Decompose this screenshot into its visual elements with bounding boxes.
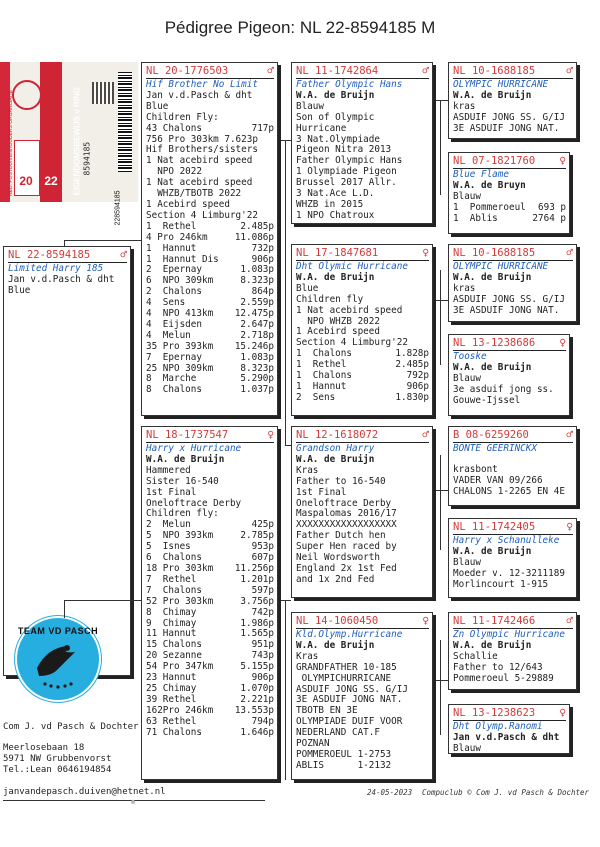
subject-owner: Jan v.d.Pasch & dht: [8, 273, 115, 285]
result-points: 12.475p: [234, 308, 274, 320]
footer-credit: Compuclub © Com J. vd Pasch & Dochter: [422, 788, 590, 797]
result-points: 693 p: [538, 201, 566, 213]
text-line: 1 Olympiade Pigeon: [296, 166, 397, 178]
text-line: 1 Nat acebird speed: [296, 304, 403, 316]
breeder-contact: [3, 722, 141, 776]
result-points: 1.830p: [395, 391, 429, 403]
text-line: kras: [453, 282, 476, 294]
result-row: [146, 353, 274, 364]
certificate-barcode-number: 228594185: [114, 190, 122, 226]
contact-name: Com J. vd Pasch & Dochter: [3, 722, 139, 732]
paternal-grandfather-lines: [296, 102, 429, 222]
text-line: OLYMPICHURRICANE: [296, 672, 392, 684]
male-icon: ♂: [566, 428, 573, 441]
male-icon: ♂: [566, 246, 573, 259]
result-race: 1 Hannut: [296, 380, 347, 392]
result-line: POMMEROEUL 1-2753: [296, 748, 392, 760]
text-line: XXXXXXXXXXXXXXXXXX: [296, 519, 397, 531]
result-race: 2 Chalons: [146, 286, 202, 298]
connector: [64, 240, 141, 241]
mother-owner: W.A. de Bruijn: [146, 453, 225, 465]
result-points: 743p: [251, 650, 274, 662]
ggp-mfm-card: NL 11-1742405 ♀ Harry x Schanulleke W.A. de Bruijn Blauw Moeder v. 12-3211189 Morlincourt 1-915: [448, 518, 577, 598]
team-vd-pasch-logo: [17, 618, 99, 700]
result-race: 2 Sens: [296, 391, 336, 403]
result-points: 8.323p: [240, 275, 274, 287]
result-row: [146, 717, 274, 728]
text-line: ASDUIF JONG SS. G/IJ: [453, 293, 565, 305]
result-points: 1.037p: [240, 384, 274, 396]
connector: [440, 640, 441, 735]
result-points: 792p: [406, 370, 429, 382]
connector: [64, 600, 65, 618]
text-line: Children fly: [296, 293, 364, 305]
page-title: Pédigree Pigeon: NL 22-8594185 M: [164, 18, 436, 37]
paternal-grandmother-name: Dht Olymic Hurricane: [296, 261, 408, 272]
result-race: 1 Chalons: [296, 348, 352, 360]
text-line: Blauw: [453, 190, 481, 202]
mother-results: [146, 520, 274, 738]
male-icon: ♂: [267, 64, 274, 77]
result-points: 5.290p: [240, 373, 274, 385]
result-points: 1.083p: [240, 351, 274, 363]
result-points: 3.756p: [240, 595, 274, 607]
subject-ring: NL 22-8594185: [8, 249, 91, 261]
certificate-ring-text: EIGENDOMSBEWIJS v RING: [72, 87, 82, 196]
text-line: kras: [453, 100, 476, 112]
text-line: Brussel 2017 Allr.: [296, 177, 397, 189]
text-line: 3e asduif jong ss.: [453, 383, 554, 395]
text-line: Hif Brothers/sisters: [146, 144, 258, 156]
result-row: [453, 203, 566, 214]
result-points: 15.246p: [234, 340, 274, 352]
scan-dot: [131, 800, 135, 804]
mother-lines: [146, 466, 274, 521]
result-race: 1 Pommeroeul: [453, 201, 526, 213]
result-points: 2.485p: [240, 220, 274, 232]
text-line: Hurricane: [296, 122, 347, 134]
result-race: 1 Ablis: [453, 212, 498, 224]
result-race: 63 Rethel: [146, 715, 197, 727]
text-line: Maspalomas 2016/17: [296, 508, 397, 520]
text-line: Blauw: [296, 100, 324, 112]
text-line: Children fly:: [146, 508, 219, 520]
text-line: Blue: [146, 100, 169, 112]
result-points: 732p: [251, 242, 274, 254]
result-race: 8 Chimay: [146, 606, 197, 618]
father-owner: Jan v.d.Pasch & dht: [146, 89, 253, 101]
result-points: 951p: [251, 639, 274, 651]
result-points: 597p: [251, 584, 274, 596]
text-line: Father Olympic Hans: [296, 155, 403, 167]
result-race: 1 Rethel: [146, 220, 197, 232]
result-row: [146, 728, 274, 739]
paternal-grandfather-card: NL 11-1742864 ♂ Father Olympic Hans W.A. de Bruijn Blauw Son of Olympic Hurricane 3 Nat.Olympiade Pigeon Nitra 2013 Father Olympic Hans 1 Olympiade Pigeon Brussel 2017 Allr. 3 Nat.Ace L.D. WHZB in 2015 1 NPO Chatroux: [291, 62, 433, 224]
result-points: 953p: [251, 541, 274, 553]
result-race: 20 Sezanne: [146, 650, 202, 662]
mother-card: [141, 426, 278, 780]
result-race: 35 Pro 393km: [146, 340, 214, 352]
subject-color: Blue: [8, 284, 31, 296]
maternal-grandfather-card: NL 12-1618072 ♂ Grandson Harry W.A. de Bruijn Kras Father to 16-540 1st Final Oneloftrace Derby Maspalomas 2016/17 XXXXXXXXXXXXXXXXXX Father Dutch hen Super Hen raced by Neil Wordsworth England 2x 1st Fed and 1x 2nd Fed: [291, 426, 433, 598]
result-race: 71 Chalons: [146, 726, 202, 738]
maternal-grandfather-lines: [296, 466, 429, 586]
father-results2: [146, 222, 274, 397]
result-race: 7 Epernay: [146, 351, 202, 363]
female-icon: ♀: [559, 154, 566, 167]
result-points: 1.083p: [240, 264, 274, 276]
father-results1: [146, 124, 274, 146]
result-row: [146, 385, 274, 396]
mother-ring: NL 18-1737547: [146, 429, 229, 441]
text-line: England 2x 1st Fed: [296, 562, 397, 574]
text-line: 1 Acebird speed: [146, 198, 230, 210]
ggp-fmm-card: NL 13-1238686 ♀ Tooske W.A. de Bruijn Blauw 3e asduif jong ss. Gouwe-Ijssel: [448, 334, 570, 416]
text-line: CHALONS 1-2265 EN 4E: [453, 485, 565, 497]
ring-certificate-image: [0, 62, 138, 226]
father-card: [141, 62, 278, 416]
text-line: Blauw: [453, 742, 481, 754]
mother-name: Harry x Hurricane: [146, 443, 242, 454]
father-lines: [146, 102, 274, 124]
result-race: 7 Chalons: [146, 584, 202, 596]
text-line: Neil Wordsworth: [296, 552, 380, 564]
maternal-grandmother-card: NL 14-1060450 ♀ Kld.Olymp.Hurricane W.A. de Bruijn Kras GRANDFATHER 10-185 OLYMPICHURRICANE ASDUIF JONG SS. G/IJ 3E ASDUIF JONG NAT. TBOTB EN 3E OLYMPIADE DUIF VOOR NEDERLAND CAT.F POZNAN POMMEROEUL 1-2753 ABLIS 1-2132: [291, 612, 433, 780]
male-icon: ♂: [120, 248, 127, 261]
text-line: Children Fly:: [146, 111, 219, 123]
certificate-year-b: 22: [44, 174, 58, 188]
result-row: [296, 393, 429, 404]
ggp-mff-card: B 08-6259260 ♂ BONTE GEERINCKX krasbont VADER VAN 09/266 CHALONS 1-2265 EN 4E: [448, 426, 577, 506]
result-points: 717p: [251, 122, 274, 134]
text-line: Pigeon Nitra 2013: [296, 144, 392, 156]
result-race: 5 Isnes: [146, 541, 191, 553]
result-race: 162Pro 246km: [146, 704, 214, 716]
text-line: ASDUIF JONG SS. G/IJ: [296, 683, 408, 695]
text-line: Moeder v. 12-3211189: [453, 567, 565, 579]
female-icon: ♀: [559, 706, 566, 719]
father-lines2: [146, 145, 274, 221]
text-line: VADER VAN 09/266: [453, 474, 543, 486]
result-points: 906p: [251, 253, 274, 265]
result-points: 607p: [251, 552, 274, 564]
text-line: ASDUIF JONG SS. G/IJ: [453, 111, 565, 123]
connector: [285, 600, 286, 780]
result-row: [146, 233, 274, 244]
result-row: [146, 597, 274, 608]
result-points: 2.485p: [395, 359, 429, 371]
result-row: [146, 244, 274, 255]
female-icon: ♀: [422, 614, 429, 627]
result-points: 5.155p: [240, 661, 274, 673]
female-icon: ♀: [267, 428, 274, 441]
text-line: 1st Final: [146, 486, 197, 498]
result-race: 2 Melun: [146, 519, 191, 531]
certificate-org-text: NED. POSTDUIVENHOUDERS ORGANISATIE: [8, 89, 14, 196]
text-line: OLYMPIADE DUIF VOOR: [296, 716, 403, 728]
ggp-fmf-card: NL 10-1688185 ♂ OLYMPIC HURRICANE W.A. de Bruijn kras ASDUIF JONG SS. G/IJ 3E ASDUIF JONG NAT.: [448, 244, 577, 322]
result-points: 864p: [251, 286, 274, 298]
result-race: 6 NPO 309km: [146, 275, 214, 287]
father-ring: NL 20-1776503: [146, 65, 229, 77]
female-icon: ♀: [566, 520, 573, 533]
footer-date: 24-05-2023: [367, 788, 413, 797]
male-icon: ♂: [566, 64, 573, 77]
result-points: 906p: [251, 672, 274, 684]
result-race: 18 Pro 303km: [146, 562, 214, 574]
male-icon: ♂: [422, 64, 429, 77]
text-line: Gouwe-Ijssel: [453, 394, 521, 406]
father-name: Hif Brother No Limit: [146, 79, 258, 90]
result-race: 25 Chimay: [146, 682, 197, 694]
result-points: 11.256p: [234, 562, 274, 574]
text-line: Oneloftrace Derby: [146, 497, 242, 509]
text-line: 3E ASDUIF JONG NAT.: [453, 304, 560, 316]
paternal-grandmother-lines: [296, 284, 429, 349]
result-points: 425p: [251, 519, 274, 531]
maternal-grandmother-results: [296, 750, 429, 772]
result-points: 2.221p: [240, 693, 274, 705]
logo-text: TEAM VD PASCH: [17, 626, 99, 636]
text-line: POZNAN: [296, 738, 330, 750]
text-line: Section 4 Limburg'22: [146, 209, 258, 221]
result-race: 2 Epernay: [146, 264, 202, 276]
result-race: 8 Marche: [146, 373, 197, 385]
contact-email[interactable]: janvandepasch.duiven@hetnet.nl: [3, 787, 166, 797]
text-line: 1st Final: [296, 486, 347, 498]
text-line: Morlincourt 1-915: [453, 578, 549, 590]
certificate-logo-icon: [12, 80, 42, 110]
text-line: 1 Nat acebird speed: [146, 177, 253, 189]
result-points: 2764 p: [532, 212, 566, 224]
result-race: 25 NPO 309km: [146, 362, 214, 374]
result-race: 1 Hannut Dis: [146, 253, 219, 265]
female-icon: ♀: [422, 246, 429, 259]
text-line: NPO WHZB 2022: [296, 315, 380, 327]
text-line: Schallie: [453, 650, 498, 662]
ggp-ffm-card: NL 07-1821760 ♀ Blue Flame W.A. de Bruyn Blauw 1 Pommeroeul 693 p 1 Ablis 2764 p: [448, 152, 570, 234]
result-points: 1.070p: [240, 682, 274, 694]
subject-name: Limited Harry 185: [8, 263, 104, 274]
text-line: Kras: [296, 464, 319, 476]
result-points: 8.323p: [240, 362, 274, 374]
text-line: Sister 16-540: [146, 475, 219, 487]
ggp-fff-card: NL 10-1688185 ♂ OLYMPIC HURRICANE W.A. de Bruijn kras ASDUIF JONG SS. G/IJ 3E ASDUIF JONG NAT.: [448, 62, 577, 139]
text-line: 1 Nat acebird speed: [146, 155, 253, 167]
maternal-grandmother-lines: [296, 652, 429, 750]
result-race: 9 Chimay: [146, 617, 197, 629]
ggp-mmm-card: NL 13-1238623 ♀ Dht Olymp.Ranomi Jan v.d.Pasch & dht Blauw: [448, 704, 570, 754]
result-race: 756 Pro 303km 7.623p: [146, 133, 258, 145]
result-row: [453, 214, 566, 225]
text-line: 3 Nat.Ace L.D.: [296, 188, 375, 200]
certificate-number: 8594185: [82, 141, 92, 176]
result-race: 39 Rethel: [146, 693, 197, 705]
result-points: 906p: [406, 380, 429, 392]
contact-phone: Tel.:Lean 0646194854: [3, 765, 112, 775]
result-race: 4 Pro 246km: [146, 231, 208, 243]
result-line: ABLIS 1-2132: [296, 759, 392, 771]
connector: [64, 600, 141, 601]
result-points: 2.718p: [240, 329, 274, 341]
result-points: 13.553p: [234, 704, 274, 716]
male-icon: ♂: [422, 428, 429, 441]
result-race: 43 Chalons: [146, 122, 202, 134]
connector: [440, 270, 441, 365]
certificate-year-a: 20: [19, 174, 33, 188]
result-points: 1.646p: [240, 726, 274, 738]
text-line: Kras: [296, 650, 319, 662]
result-race: 6 Chalons: [146, 552, 202, 564]
text-line: Super Hen raced by: [296, 541, 397, 553]
connector: [440, 100, 441, 195]
text-line: 1 NPO Chatroux: [296, 209, 375, 221]
text-line: Father to 12/643: [453, 661, 543, 673]
result-race: 4 Sens: [146, 297, 186, 309]
result-race: 8 Chalons: [146, 384, 202, 396]
text-line: Blue: [296, 282, 319, 294]
paternal-grandfather-name: Father Olympic Hans: [296, 79, 403, 90]
result-race: 4 NPO 413km: [146, 308, 214, 320]
text-line: TBOTB EN 3E: [296, 705, 358, 717]
text-line: 3E ASDUIF JONG NAT.: [453, 122, 560, 134]
female-icon: ♀: [559, 336, 566, 349]
result-race: 1 Chalons: [296, 370, 352, 382]
text-line: GRANDFATHER 10-185: [296, 661, 397, 673]
text-line: Father Dutch hen: [296, 530, 386, 542]
subject-pigeon-card: [3, 246, 131, 676]
maternal-grandfather-name: Grandson Harry: [296, 443, 375, 454]
paternal-grandmother-results: [296, 349, 429, 404]
result-points: 742p: [251, 606, 274, 618]
result-race: 11 Hannut: [146, 628, 197, 640]
contact-address2: 5971 NW Grubbenvorst: [3, 754, 112, 764]
text-line: NEDERLAND CAT.F: [296, 727, 380, 739]
result-row: [146, 608, 274, 619]
text-line: WHZB/TBOTB 2022: [146, 188, 242, 200]
text-line: krasbont: [453, 463, 498, 475]
text-line: Father to 16-540: [296, 475, 386, 487]
maternal-grandmother-name: Kld.Olymp.Hurricane: [296, 629, 403, 640]
result-points: 1.828p: [395, 348, 429, 360]
result-race: 4 Eijsden: [146, 318, 202, 330]
text-line: Pommeroeul 5-29889: [453, 672, 554, 684]
text-line: 3 Nat.Olympiade: [296, 133, 380, 145]
result-race: 1 Hannut: [146, 242, 197, 254]
text-line: NPO 2022: [146, 166, 202, 178]
male-icon: ♂: [566, 614, 573, 627]
text-line: Oneloftrace Derby: [296, 497, 392, 509]
connector: [440, 455, 441, 550]
text-line: 3E ASDUIF JONG NAT.: [296, 694, 403, 706]
result-race: 7 Rethel: [146, 573, 197, 585]
result-race: 23 Hannut: [146, 672, 197, 684]
text-line: Hammered: [146, 464, 191, 476]
contact-address1: Meerlosebaan 18: [3, 743, 85, 753]
result-points: 1.565p: [240, 628, 274, 640]
result-points: 794p: [251, 715, 274, 727]
ggp-mmf-card: NL 11-1742466 ♂ Zn Olympic Hurricane W.A. de Bruijn Schallie Father to 12/643 Pommeroeul 5-29889: [448, 612, 577, 690]
result-race: 5 NPO 393km: [146, 530, 214, 542]
result-race: 1 Rethel: [296, 359, 347, 371]
paternal-grandmother-card: NL 17-1847681 ♀ Dht Olymic Hurricane W.A. de Bruijn Blue Children fly 1 Nat acebird speed NPO WHZB 2022 1 Acebird speed Section 4 Limburg'22 1 Chalons 1.828p 1 Rethel 2.485p 1 Chalons 792p 1 Hannut 906p 2 Sens 1.830p: [291, 244, 433, 416]
text-line: Blauw: [453, 372, 481, 384]
text-line: WHZB in 2015: [296, 198, 364, 210]
result-points: 1.986p: [240, 617, 274, 629]
text-line: and 1x 2nd Fed: [296, 573, 375, 585]
certificate-qr-code: [92, 82, 114, 104]
result-row: [146, 124, 274, 135]
result-points: 2.647p: [240, 318, 274, 330]
result-race: 4 Melun: [146, 329, 191, 341]
result-points: 11.086p: [234, 231, 274, 243]
result-points: 2.785p: [240, 530, 274, 542]
connector: [285, 140, 286, 445]
text-line: Blauw: [453, 556, 481, 568]
result-race: 15 Chalons: [146, 639, 202, 651]
text-line: 1 Acebird speed: [296, 326, 380, 338]
result-points: 2.559p: [240, 297, 274, 309]
text-line: Son of Olympic: [296, 111, 375, 123]
result-race: 52 Pro 303km: [146, 595, 214, 607]
text-line: Section 4 Limburg'22: [296, 337, 408, 349]
result-points: 1.201p: [240, 573, 274, 585]
result-race: 54 Pro 347km: [146, 661, 214, 673]
